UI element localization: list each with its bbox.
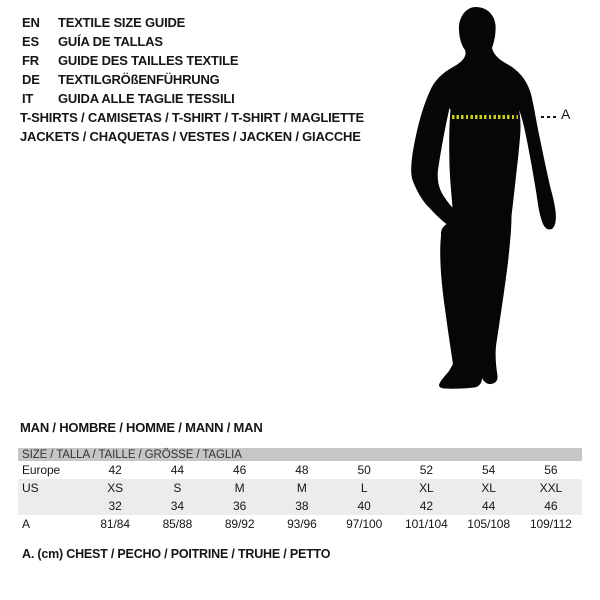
size-cell: 38	[271, 497, 333, 515]
size-cell: 54	[482, 463, 496, 477]
row-label: A	[22, 517, 30, 531]
size-cell: 101/104	[405, 517, 448, 531]
size-cell: 89/92	[224, 517, 255, 531]
language-title: GUIDE DES TAILLES TEXTILE	[58, 53, 239, 68]
language-code: DE	[22, 72, 40, 87]
language-row-es	[22, 32, 238, 51]
size-cell: 48	[295, 463, 309, 477]
table-row-us-letters	[18, 479, 582, 497]
size-table	[18, 448, 582, 533]
language-code: FR	[22, 53, 39, 68]
size-cell: 42	[395, 497, 457, 515]
man-silhouette-svg	[403, 4, 573, 394]
language-code: IT	[22, 91, 34, 106]
size-cell: S	[146, 479, 208, 497]
table-row-us-numbers	[18, 497, 582, 515]
size-cell: 97/100	[346, 517, 383, 531]
size-cell: 109/112	[529, 517, 572, 531]
measurement-label-a: A	[561, 106, 571, 122]
garment-categories	[20, 108, 364, 146]
language-title: TEXTILGRÖßENFÜHRUNG	[58, 72, 220, 87]
size-cell: 36	[209, 497, 271, 515]
size-cell: M	[271, 479, 333, 497]
language-row-en	[22, 13, 238, 32]
size-cell: 52	[419, 463, 433, 477]
size-cell: 46	[520, 497, 582, 515]
size-cell: L	[333, 479, 395, 497]
size-table-header: SIZE / TALLA / TAILLE / GRÖSSE / TAGLIA	[18, 448, 582, 461]
size-cell: 85/88	[162, 517, 193, 531]
chest-measure-dotted-line	[452, 115, 518, 119]
language-code: EN	[22, 15, 40, 30]
table-row-europe	[18, 461, 582, 479]
size-cell: 50	[357, 463, 371, 477]
man-silhouette-path	[411, 7, 556, 389]
size-cell: 81/84	[100, 517, 130, 531]
category-tshirts: T-SHIRTS / CAMISETAS / T-SHIRT / T-SHIRT / MAGLIETTE	[20, 110, 364, 125]
size-cell: XL	[458, 479, 520, 497]
section-title-man: MAN / HOMBRE / HOMME / MANN / MAN	[20, 420, 263, 435]
size-cell: 40	[333, 497, 395, 515]
language-row-de	[22, 70, 238, 89]
size-cell: 32	[84, 497, 146, 515]
language-code: ES	[22, 34, 39, 49]
size-cell: 105/108	[467, 517, 510, 531]
size-cell: 34	[146, 497, 208, 515]
size-cell: M	[209, 479, 271, 497]
measurement-footnote: A. (cm) CHEST / PECHO / POITRINE / TRUHE / PETTO	[22, 547, 331, 561]
size-table-header-row	[18, 448, 582, 461]
category-jackets: JACKETS / CHAQUETAS / VESTES / JACKEN / GIACCHE	[20, 129, 361, 144]
size-cell: 56	[544, 463, 558, 477]
size-cell: 46	[233, 463, 247, 477]
table-row-chest-a	[18, 515, 582, 533]
size-cell: 93/96	[287, 517, 317, 531]
language-title: GUIDA ALLE TAGLIE TESSILI	[58, 91, 235, 106]
row-label	[18, 497, 84, 515]
language-row-fr	[22, 51, 238, 70]
row-label: US	[18, 479, 84, 497]
language-title-list	[22, 13, 238, 108]
measure-callout-dashes	[541, 116, 559, 118]
size-cell: 44	[170, 463, 184, 477]
size-cell: XS	[84, 479, 146, 497]
language-title: TEXTILE SIZE GUIDE	[58, 15, 186, 30]
size-cell: 44	[458, 497, 520, 515]
size-cell: 42	[108, 463, 122, 477]
language-row-it	[22, 89, 238, 108]
language-title: GUÍA DE TALLAS	[58, 34, 163, 49]
man-silhouette-figure	[403, 4, 573, 394]
size-cell: XL	[395, 479, 457, 497]
row-label: Europe	[22, 463, 61, 477]
size-cell: XXL	[520, 479, 582, 497]
